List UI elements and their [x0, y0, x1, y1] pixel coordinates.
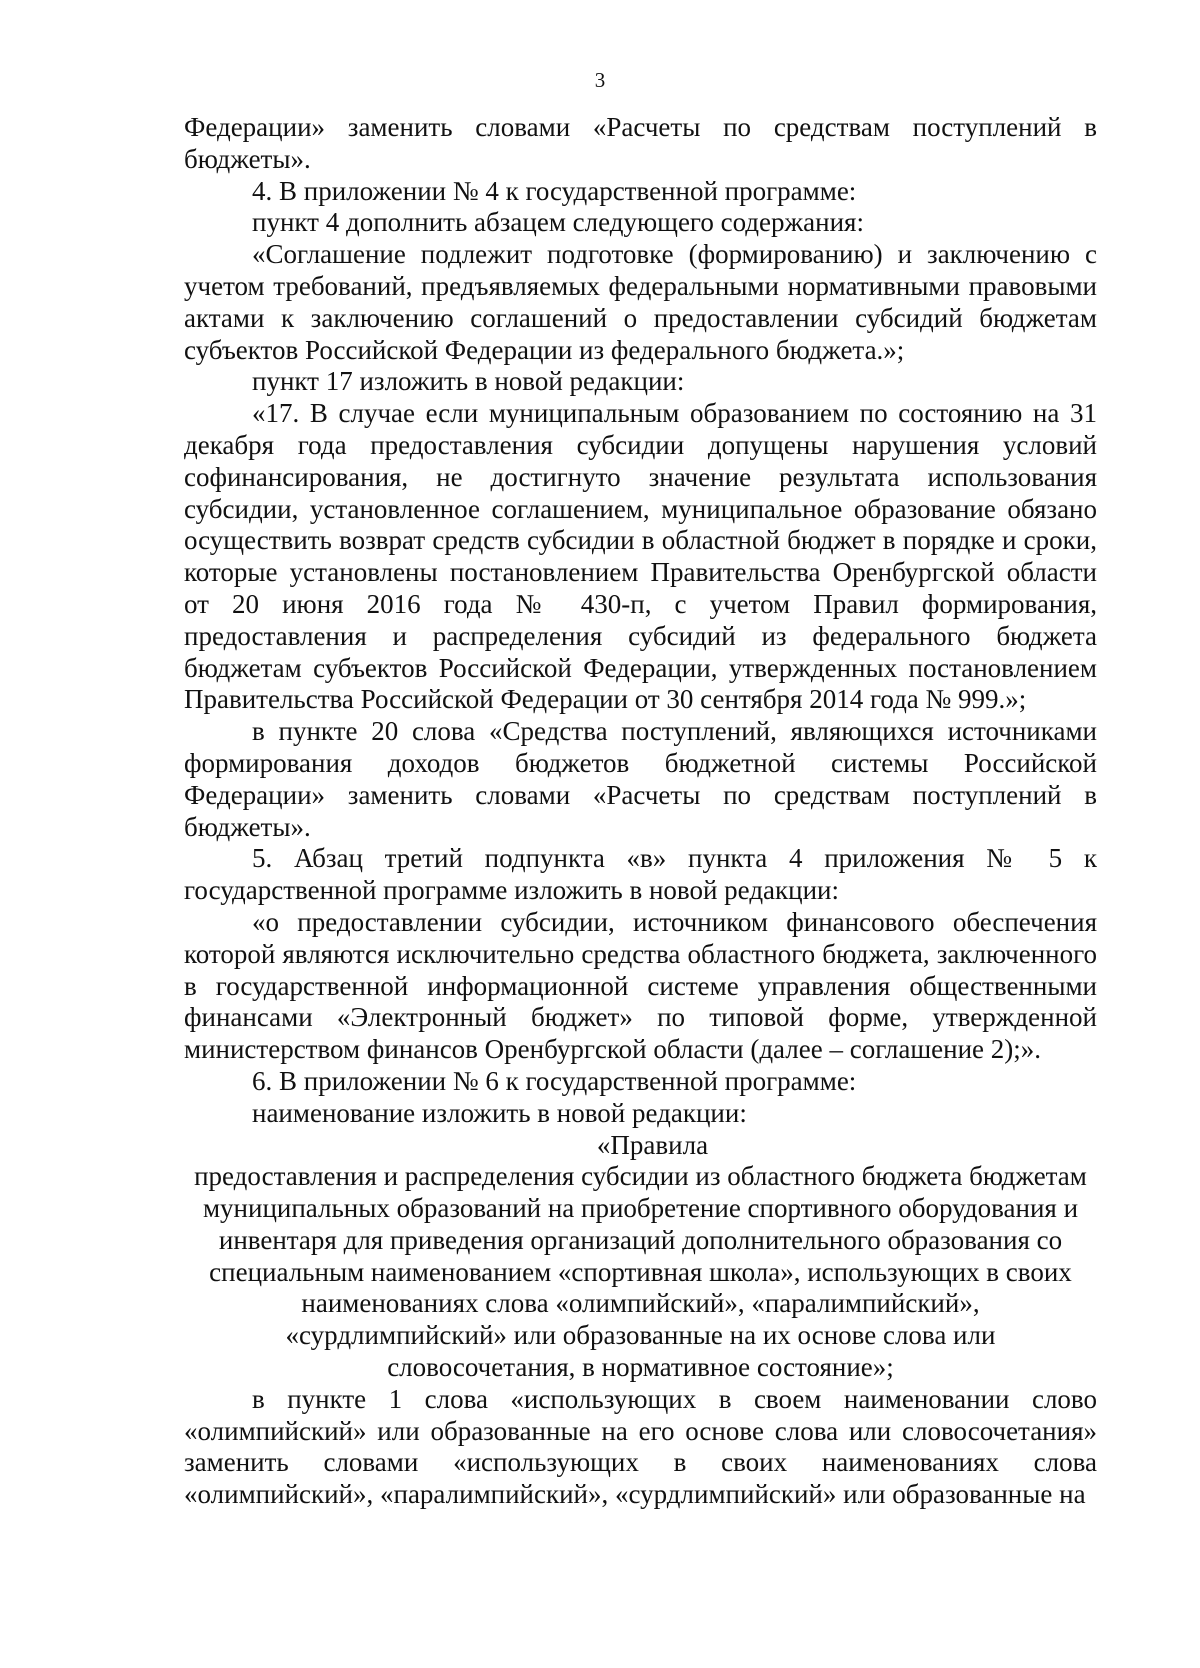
paragraph: 4. В приложении № 4 к государственной программе:: [252, 175, 857, 206]
paragraph: «Соглашение подлежит подготовке (формированию) и заключению с учетом требований, предъявляемых федеральными нормативными правовыми актами к заключению соглашений о предоставлении субсидий бюджетам субъектов Российской Федерации из федерального бюджета.»;: [184, 239, 1097, 365]
paragraph: в пункте 1 слова «использующих в своем наименовании слово «олимпийский» или образованные на его основе слова или словосочетания» заменить словами «использующих в своих наименованиях слова «олимпийский», «паралимпийский», «сурдлимпийский» или образованные на: [184, 1383, 1097, 1510]
rules-title-line: специальным наименованием «спортивная школа», использующих в своих: [209, 1256, 1072, 1287]
rules-title-line: словосочетания, в нормативное состояние»;: [387, 1352, 894, 1383]
rules-title-line: муниципальных образований на приобретение спортивного оборудования и: [202, 1193, 1079, 1224]
paragraph: Федерации» заменить словами «Расчеты по средствам поступлений в бюджеты».: [184, 112, 1097, 174]
paragraph: 6. В приложении № 6 к государственной программе:: [252, 1065, 857, 1096]
paragraph: пункт 4 дополнить абзацем следующего содержания:: [252, 207, 864, 238]
rules-title-line: «сурдлимпийский» или образованные на их основе слова или: [285, 1320, 996, 1351]
rules-title-line: наименованиях слова «олимпийский», «паралимпийский»,: [301, 1288, 980, 1319]
document-body: [184, 112, 1097, 1511]
rules-title-line: инвентаря для приведения организаций дополнительного образования со: [218, 1224, 1063, 1255]
paragraph: «о предоставлении субсидии, источником финансового обеспечения которой являются исключительно средства областного бюджета, заключенного в государственной информационной системе управления общественными финансами «Электронный бюджет» по типовой форме, утвержденной министерством финансов Оренбургской области (далее – соглашение 2);».: [184, 906, 1097, 1065]
paragraph: пункт 17 изложить в новой редакции:: [252, 366, 685, 397]
rules-title-word: «Правила: [596, 1129, 709, 1160]
page-number: 3: [594, 68, 606, 92]
paragraph: в пункте 20 слова «Средства поступлений, являющихся источниками формирования доходов бюджетов бюджетной системы Российской Федерации» заменить словами «Расчеты по средствам поступлений в бюджеты».: [184, 716, 1097, 842]
rules-title: [184, 1130, 1097, 1384]
paragraph: «17. В случае если муниципальным образованием по состоянию на 31 декабря года предоставления субсидии допущены нарушения условий софинансирования, не достигнуто значение результата использования субсидии, установленное соглашением, муниципальное образование обязано осуществить возврат средств субсидии в областной бюджет в порядке и сроки, которые установлены постановлением Правительства Оренбургской области от 20 июня 2016 года № 430-п, с учетом Правил формирования, предоставления и распределения субсидий из федерального бюджета бюджетам субъектов Российской Федерации, утвержденных постановлением Правительства Российской Федерации от 30 сентября 2014 года № 999.»;: [184, 398, 1097, 715]
rules-title-line: предоставления и распределения субсидии из областного бюджета бюджетам: [194, 1161, 1087, 1192]
paragraph: 5. Абзац третий подпункта «в» пункта 4 приложения № 5 к государственной программе изложить в новой редакции:: [184, 843, 1097, 906]
paragraph: наименование изложить в новой редакции:: [252, 1097, 747, 1128]
